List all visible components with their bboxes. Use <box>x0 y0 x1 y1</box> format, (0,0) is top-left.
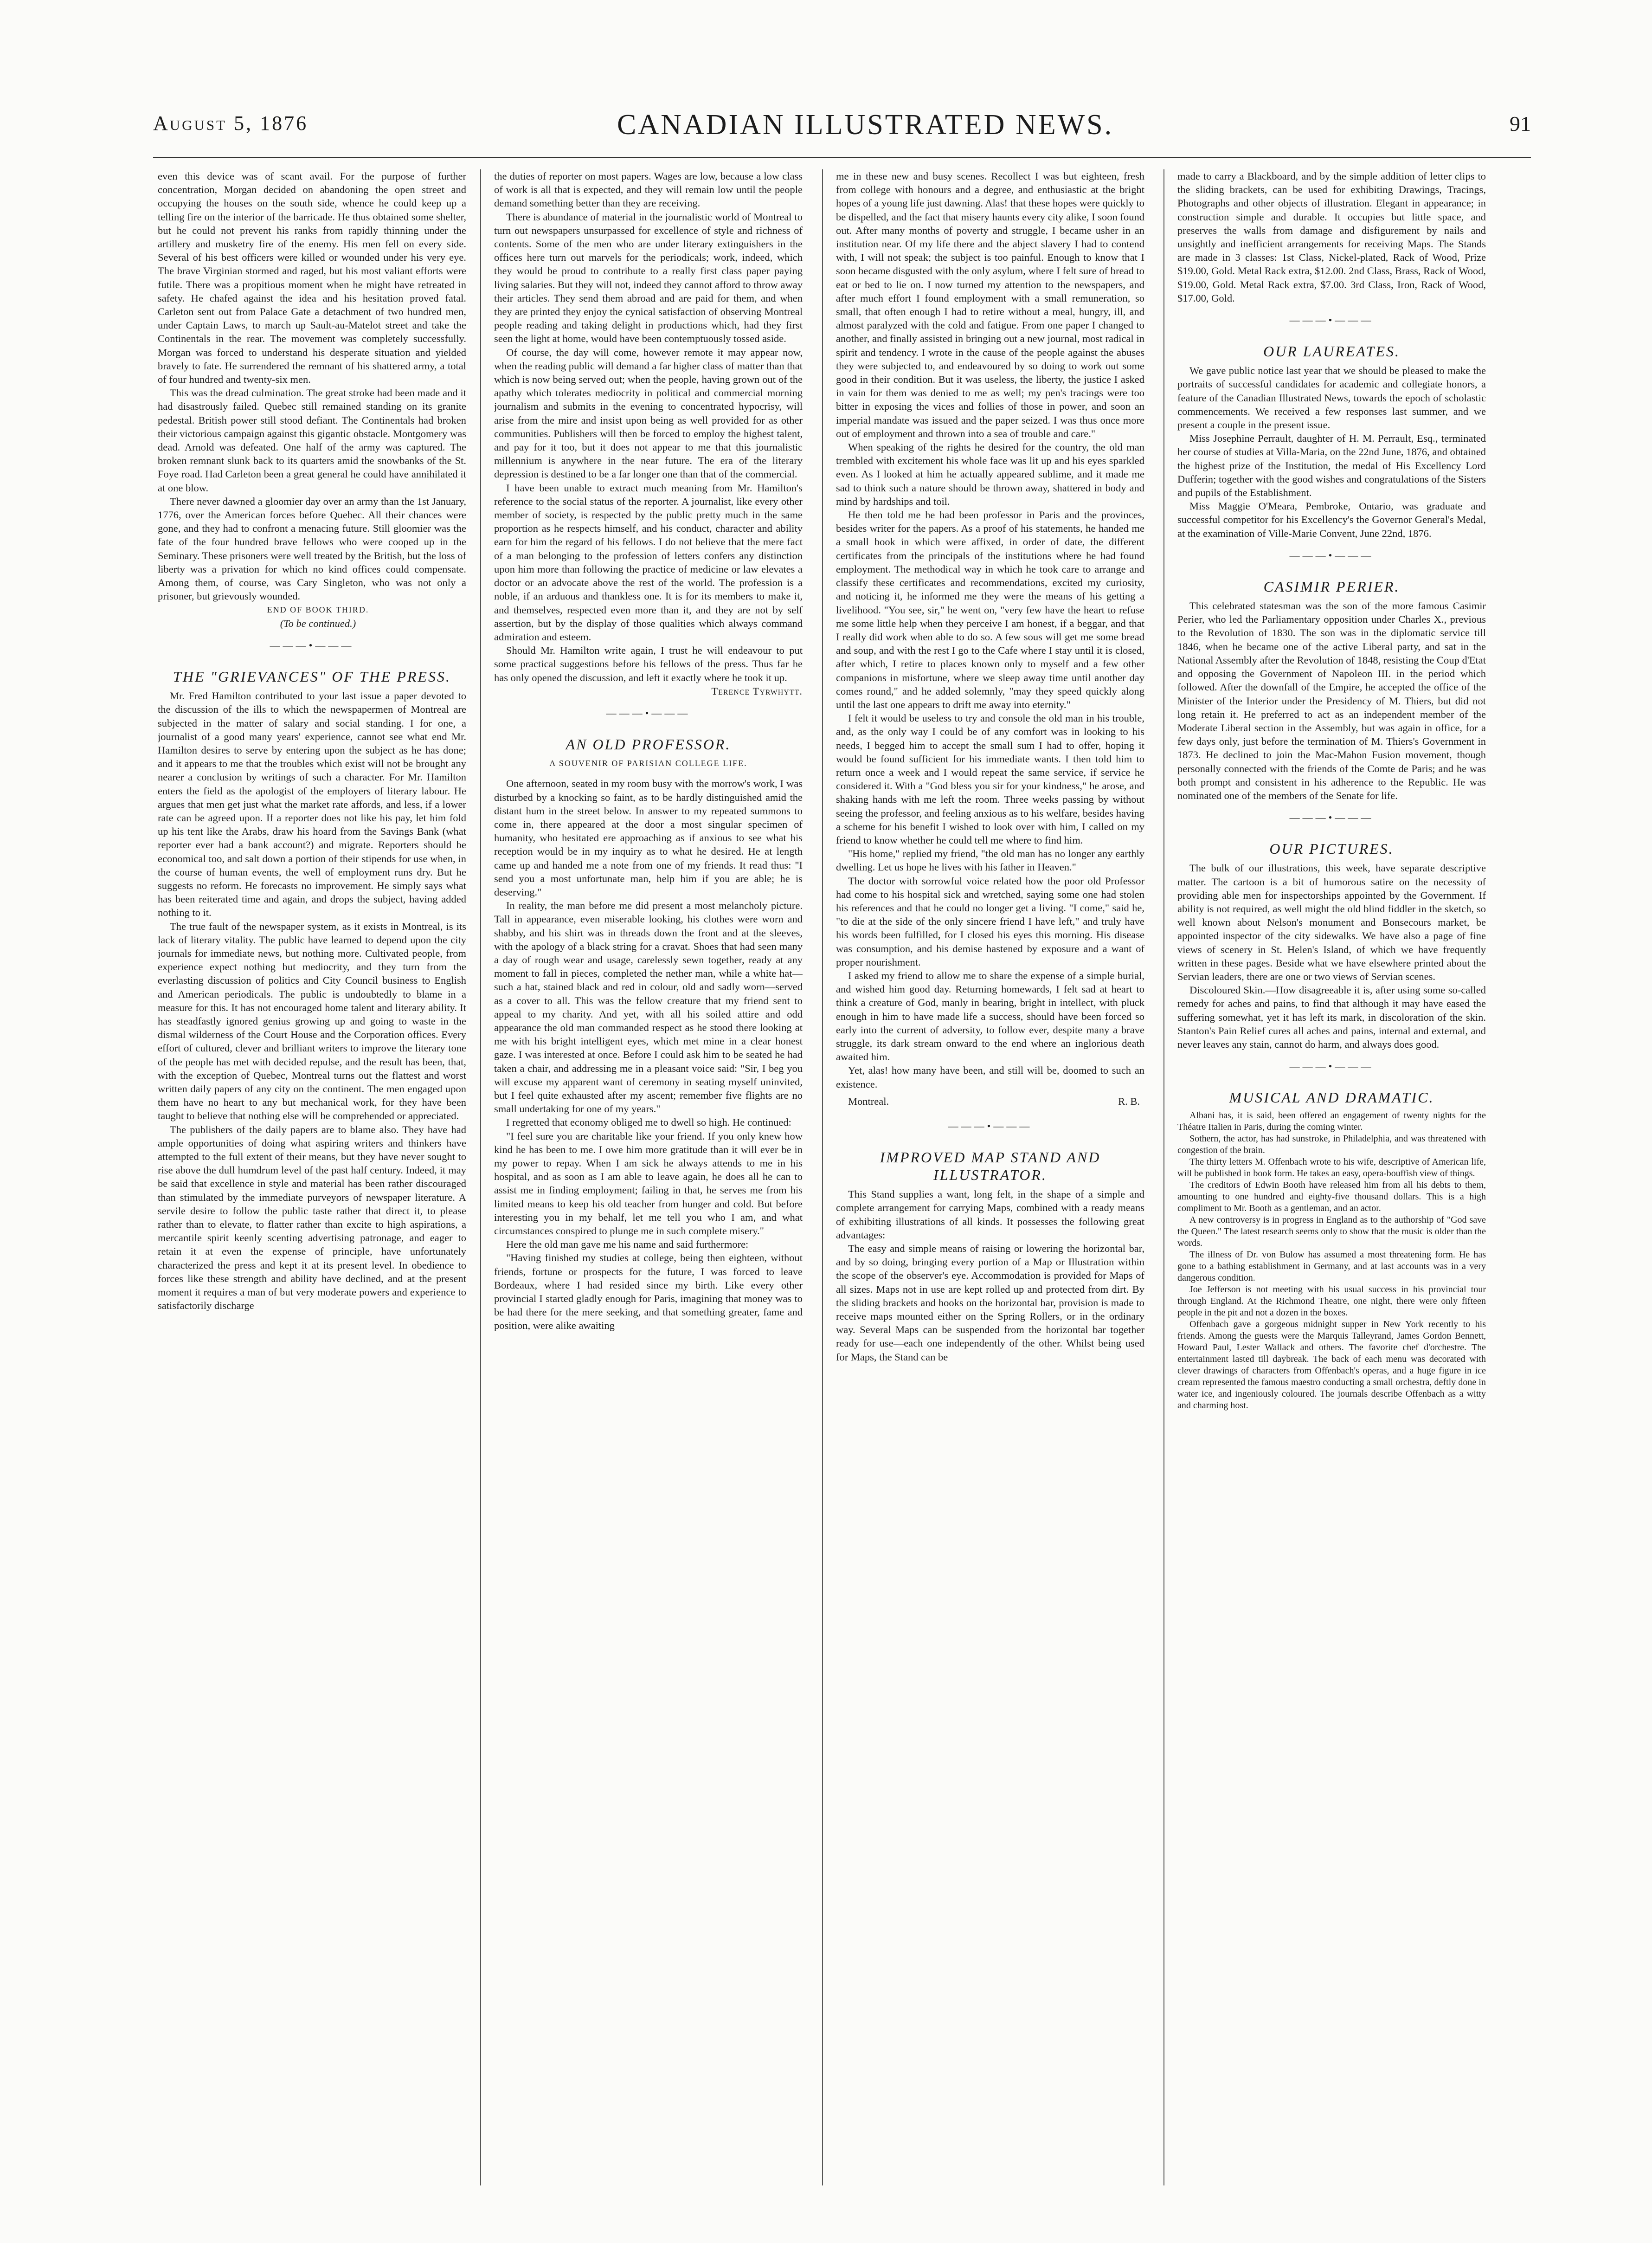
column-rule <box>480 169 481 2185</box>
article-title-grievances: THE "GRIEVANCES" OF THE PRESS. <box>173 668 451 685</box>
body-paragraph: Yet, alas! how many have been, and still will be, doomed to such an existence. <box>836 1064 1144 1090</box>
article-title-laureates: OUR LAUREATES. <box>1263 343 1400 360</box>
news-item: Sothern, the actor, has had sunstroke, in Philadelphia, and was threatened with congestion of the brain. <box>1177 1134 1486 1156</box>
body-paragraph: There never dawned a gloomier day over an army than the 1st January, 1776, over the American forces before Quebec. All their chances were gone, and they had to confront a menacing future. Still gloomier was the fate of the four hundred brave fellows who were cooped up in the Seminary. These prisoners were well treated by the British, but the loss of liberty was a privation for which no kind offices could compensate. Among them, of course, was Cary Singleton, who was not only a prisoner, but grievously wounded. <box>158 495 466 602</box>
article-title-musical: MUSICAL AND DRAMATIC. <box>1229 1089 1434 1106</box>
body-paragraph: made to carry a Blackboard, and by the simple addition of letter clips to the sliding brackets, can be used for exhibiting Drawings, Tracings, Photographs and other objects of illustration. Elegant in appearance; in construction simple and durable. It occupies but little space, and preserves the walls from damage and disfigurement by nails and unsightly and inefficient arrangements for receiving Maps. The Stands are made in 3 classes: 1st Class, Nickel-plated, Rack of Wood, Prize $19.00, Gold. Metal Rack extra, $12.00. 2nd Class, Brass, Rack of Wood, $19.00, Gold. Metal Rack extra, $7.00. 3rd Class, Iron, Rack of Wood, $17.00, Gold. <box>1177 170 1486 304</box>
article-title-old-professor: AN OLD PROFESSOR. <box>566 736 731 753</box>
body-paragraph: the duties of reporter on most papers. Wages are low, because a low class of work is all that is expected, and they will remain low until the people demand something better than they are receiving. <box>494 170 803 209</box>
body-paragraph: This celebrated statesman was the son of the more famous Casimir Perier, who led the Parliamentary opposition under Charles X., previous to the Revolution of 1830. The son was in the diplomatic service till 1846, when he became one of the active Liberal party, and sat in the National Assembly after the Revolution of 1848, resisting the Coup d'Etat and opposing the Government of Napoleon III. in the period which followed. After the downfall of the Empire, he accepted the office of the Minister of the Interior under the Presidency of M. Thiers, but did not long retain it. He preferred to act as an independent member of the Moderate Liberal section in the Assembly, but was again in office, for a few days only, just before the termination of M. Thiers's Government in 1873. He declined to join the Mac-Mahon Fusion movement, though personally connected with the friends of the Comte de Paris; and he was both prompt and consistent in his adherence to the Republic. He was nominated one of the members of the Senate for life. <box>1177 600 1486 801</box>
body-paragraph: I felt it would be useless to try and console the old man in his trouble, and, as the only way I could be of any comfort was in looking to his needs, I begged him to accept the small sum I had to offer, hoping it would be found sufficient for his immediate wants. I then told him to return once a week and I would repeat the same service, if service he considered it. With a "God bless you sir for your kindness," he arose, and shaking hands with me left the room. Three weeks passing by without seeing the professor, and feeling anxious as to his welfare, besides having a scheme for his benefit I wished to look over with him, I called on my friend to know whether he could tell me where to find him. <box>836 712 1144 846</box>
body-paragraph: One afternoon, seated in my room busy with the morrow's work, I was disturbed by a knocking so faint, as to be hardly distinguished amid the distant hum in the street below. In answer to my repeated summons to come in, there appeared at the door a most singular specimen of humanity, who hesitated ere approaching as if anxious to see what his reception would be in my inquiry as to what he desired. He at length came up and handed me a note from one of my friends. It read thus: "I send you a most unfortunate man, help him if you are able; he is deserving." <box>494 778 803 898</box>
body-paragraph: Miss Maggie O'Meara, Pembroke, Ontario, was graduate and successful competitor for his Excellency's the Governor General's Medal, at the examination of Ville-Marie Convent, June 22nd, 1876. <box>1177 500 1486 539</box>
body-paragraph: Here the old man gave me his name and said furthermore: <box>506 1238 749 1250</box>
news-item: The creditors of Edwin Booth have released him from all his debts to them, amounting to one hundred and eighty-five thousand dollars. This is a high compliment to Mr. Booth as a gentleman, and an actor. <box>1177 1180 1486 1214</box>
news-item: Joe Jefferson is not meeting with his usual success in his provincial tour through England. At the Richmond Theatre, one night, there were only fifteen people in the pit and not a dozen in the boxes. <box>1177 1284 1486 1318</box>
masthead-rule <box>153 157 1531 158</box>
signoff-place: Montreal. <box>848 1095 889 1107</box>
newspaper-title: CANADIAN ILLUSTRATED NEWS. <box>617 109 1114 141</box>
column-2 <box>494 169 803 2185</box>
section-divider: ———•——— <box>270 639 354 651</box>
news-item: The thirty letters M. Offenbach wrote to his wife, descriptive of American life, will be published in book form. He takes an easy, opera-bouffish view of things. <box>1177 1157 1486 1179</box>
section-divider: ———•——— <box>1289 1060 1374 1072</box>
body-paragraph: This was the dread culmination. The great stroke had been made and it had disastrously failed. Quebec still remained standing on its granite pedestal. British power still stood defiant. The Continentals had broken their victorious campaign against this gigantic obstacle. Montgomery was dead. Arnold was defeated. One half of the army was captured. The broken remnant slunk back to its quarters amid the snowbanks of the St. Foye road. Had Carleton been a great general he could have annihilated it at one blow. <box>158 387 466 494</box>
body-paragraph: When speaking of the rights he desired for the country, the old man trembled with excitement his whole face was lit up and his eyes sparkled even. As I looked at him he actually appeared sublime, and it made me sad to think such a nature should be thrown away, shattered in body and mind by hardships and toil. <box>836 441 1144 507</box>
article-title-perier: CASIMIR PERIER. <box>1263 578 1400 595</box>
section-divider: ———•——— <box>1289 812 1374 824</box>
news-item: A new controversy is in progress in England as to the authorship of "God save the Queen." The latest research seems only to show that the music is older than the words. <box>1177 1215 1486 1249</box>
body-paragraph: even this device was of scant avail. For the purpose of further concentration, Morgan decided on abandoning the open street and occupying the houses on the south side, whence he could keep up a telling fire on the interior of the barricade. He thus obtained some shelter, but he could not prevent his ranks from rapidly thinning under the artillery and musketry fire of the enemy. His men fell on every side. Several of his best officers were killed or wounded under his very eye. The brave Virginian stormed and raged, but his most valiant efforts were futile. There was a propitious moment when he might have retreated in safety. He chafed against the idea and his hesitation proved fatal. Carleton sent out from Palace Gate a detachment of two hundred men, under Captain Laws, to march up Sault-au-Matelot street and take the Continentals in the rear. The movement was completely successfully. Morgan was forced to understand his desperate situation and yielded bravely to fate. He surrendered the remnant of his shattered army, a total of four hundred and twenty-six men. <box>158 170 466 386</box>
column-rule <box>822 169 823 2185</box>
body-paragraph: The publishers of the daily papers are to blame also. They have had ample opportunities of doing what aspiring writers and thinkers have attempted to the full extent of their means, but they have never sought to rise above the dull humdrum level of the past half century. Indeed, it may be said that excellence in style and material has been rather discouraged than stimulated by the immediate purveyors of newspaper literature. A servile desire to follow the public taste rather that direct it, to please rather than to elevate, to flatter rather than excite to high aspirations, a mercantile spirit keenly scenting advertising patronage, and eager to retain it at even the expense of principle, have unfortunately characterized the press and kept it at its present level. In obedience to forces like these strength and ability have declined, and at the present moment it requires a man of but very moderate powers and experience to satisfactorily discharge <box>158 1123 466 1312</box>
column-1 <box>158 169 466 2185</box>
section-divider: ———•——— <box>948 1120 1033 1132</box>
end-of-book-note: END OF BOOK THIRD. <box>267 605 369 614</box>
news-item: Albani has, it is said, been offered an engagement of twenty nights for the Théatre Italien in Paris, during the coming winter. <box>1177 1110 1486 1133</box>
section-divider: ———•——— <box>606 707 691 719</box>
body-paragraph: Mr. Fred Hamilton contributed to your last issue a paper devoted to the discussion of the ills to which the newspapermen of Montreal are subjected in the matter of salary and social standing. I for one, a journalist of a good many years' experience, cannot see what end Mr. Hamilton desires to serve by entering upon the subject as he has done; and it appears to me that the troubles which exist will not be brought any nearer a conclusion by writings of such a character. For Mr. Hamilton enters the field as the apologist of the employers of literary labour. He argues that men get just what the market rate affords, and less, if a lower rate can be agreed upon. If a reporter does not like his pay, let him fold up his tent like the Arabs, draw his hoard from the Savings Bank (what reporter ever had a bank account?) and migrate. Reporters should be economical too, and salt down a portion of their stipends for use when, in the course of human events, the well of employment runs dry. But he suggests no reform. He forecasts no improvement. He simply says what has been reiterated time and again, and drops the subject, having added nothing to it. <box>158 690 466 919</box>
body-paragraph: In reality, the man before me did present a most melancholy picture. Tall in appearance, even miserable looking, his clothes were worn and shabby, and his shirt was in threads down the front and at the sleeves, with the apology of a black string for a cravat. Shoes that had seen many a day of rough wear and usage, carelessly sewn together, ready at any moment to fall in pieces, completed the nether man, while a white hat—such a hat, stained black and red in colour, old and sadly worn—served as a cover to all. This was the fellow creature that my friend sent to appeal to my charity. And yet, with all his soiled attire and odd appearance the old man commanded respect as he stood there looking at me with his bright intelligent eyes, which met mine in a clear honest gaze. I was interested at once. Before I could ask him to be seated he had taken a chair, and addressing me in a pleasant voice said: "Sir, I beg you will excuse my apparent want of ceremony in seating myself uninvited, but I feel quite exhausted after my ascent; remember five flights are no small undertaking for one of my years." <box>494 900 803 1115</box>
author-signature: Terence Tyrwhytt. <box>711 685 803 697</box>
body-paragraph: The doctor with sorrowful voice related how the poor old Professor had come to his hospital sick and wretched, saying some one had stolen his references and that he could no longer get a living. "I come," said he, "to die at the side of the only sincere friend I have left," and truly have his words been fulfilled, for I closed his eyes this morning. His disease was consumption, and his demise hastened by exposure and a want of proper nourishment. <box>836 875 1144 968</box>
body-paragraph: me in these new and busy scenes. Recollect I was but eighteen, fresh from college with honours and a degree, and enthusiastic at the bright hopes of a young life just dawning. Alas! that these hopes were quickly to be dispelled, and the fact that misery haunts every city alike, I soon found out. After many months of poverty and struggle, I became usher in an institution near. Of my life there and the abject slavery I had to contend with, I will not speak; the subject is too painful. Enough to know that I soon became disgusted with the only asylum, where I felt sure of bread to eat or bed to lie on. I now turned my attention to the newspapers, and after much effort I found employment with a small remuneration, so small, that often enough I had to retire without a meal, hungry, ill, and almost paralyzed with the cold and fatigue. From one paper I changed to another, and finally assisted in bringing out a new journal, most radical in spirit and tendency. I wrote in the cause of the people against the abuses they were subjected to, and endeavoured by so doing to work out some good in their condition. But it was useless, the liberty, the justice I asked in vain for them was denied to me as well; my pen's tracings were too bitter in exposing the vices and follies of those in power, and soon an imperial mandate was issued and the paper seized. I was thus once more out of employment and thrown into a sea of trouble and care." <box>836 170 1144 439</box>
news-item: The illness of Dr. von Bulow has assumed a most threatening form. He has gone to a bathing establishment in Germany, and at last accounts was in a very dangerous condition. <box>1177 1250 1486 1283</box>
continued-note: (To be continued.) <box>280 617 356 629</box>
page-number: 91 <box>1510 112 1531 135</box>
column-4 <box>1177 169 1486 2185</box>
body-paragraph: Discoloured Skin.—How disagreeable it is, after using some so-called remedy for aches and pains, to find that although it may have eased the suffering somewhat, yet it has left its mark, in discoloration of the skin. Stanton's Pain Relief cures all aches and pains, internal and external, and never leaves any stain, cannot do harm, and always does good. <box>1177 984 1486 1050</box>
body-paragraph: Miss Josephine Perrault, daughter of H. M. Perrault, Esq., terminated her course of studies at Villa-Maria, on the 22nd June, 1876, and obtained the highest prize of the Institution, the medal of His Excellency Lord Dufferin; together with the good wishes and congratulations of the Sisters and pupils of the Establishment. <box>1177 432 1486 499</box>
article-signoff <box>848 1095 1140 1108</box>
body-paragraph: The bulk of our illustrations, this week, have separate descriptive matter. The cartoon is a bit of humorous satire on the necessity of providing able men for inspectorships appointed by the Government. If ability is not required, as well might the old blind fiddler in the sketch, so well known about Nelson's monument and Bonsecours market, be appointed inspector of the city sidewalks. We have also a page of fine views of scenery in St. Helen's Island, of which we have frequently written in these pages. Beside what we have elsewhere printed about the Servian leaders, there are one or two views of Servian scenes. <box>1177 862 1486 982</box>
body-paragraph: "Having finished my studies at college, being then eighteen, without friends, fortune or prospects for the future, I was forced to leave Bordeaux, where I had resided since my birth. Like every other provincial I started gladly enough for Paris, imagining that money was to be had there for the mere seeking, and that something greater, fame and position, were alike awaiting <box>494 1252 803 1332</box>
section-divider: ———•——— <box>1289 314 1374 326</box>
article-title-pictures: OUR PICTURES. <box>1269 840 1394 857</box>
body-paragraph: We gave public notice last year that we should be pleased to make the portraits of successful candidates for academic and collegiate honors, a feature of the Canadian Illustrated News, towards the epoch of scholastic commencements. We received a few responses last summer, and we present a couple in the present issue. <box>1177 365 1486 431</box>
body-paragraph: I asked my friend to allow me to share the expense of a simple burial, and wished him good day. Returning homewards, I felt sad at heart to think a creature of God, manly in bearing, bright in intellect, with pluck enough in him to have made life a success, should have been forced so early into the current of adversity, to follow ever, despite many a brave struggle, its dark stream onward to the end where an inglorious death awaited him. <box>836 969 1144 1063</box>
body-paragraph: I have been unable to extract much meaning from Mr. Hamilton's reference to the social status of the reporter. A journalist, like every other member of society, is respected by the public pretty much in the same proportion as he respects himself, and his conduct, character and ability earn for him the regard of his fellows. I do not believe that the mere fact of a man belonging to the profession of letters confers any distinction upon him more than following the practice of medicine or law elevates a doctor or an advocate above the rest of the world. The profession is a noble, if an arduous and thankless one. It is for its members to make it, and themselves, respected even more than it, and they are not by self assertion, but by the display of those qualities which always command admiration and esteem. <box>494 482 803 643</box>
body-paragraph: I regretted that economy obliged me to dwell so high. He continued: <box>506 1116 791 1128</box>
column-3 <box>836 169 1144 2185</box>
body-paragraph: This Stand supplies a want, long felt, in the shape of a simple and complete arrangement for carrying Maps, combined with a ready means of exhibiting illustrations of all kinds. It possesses the following great advantages: <box>836 1188 1144 1241</box>
body-paragraph: "I feel sure you are charitable like your friend. If you only knew how kind he has been to me. I owe him more gratitude than it will ever be in my power to repay. When I am sick he always attends to me in his hospital, and as soon as I am able to leave again, he does all he can to assist me in finding employment; failing in that, he serves me from his limited means to keep his old teacher from hunger and cold. But before interesting you in my behalf, let me tell you who I am, and what circumstances conspired to plunge me in such complete misery." <box>494 1130 803 1237</box>
body-paragraph: The true fault of the newspaper system, as it exists in Montreal, is its lack of literary vitality. The public have learned to depend upon the city journals for immediate news, but nothing more. Cultivated people, from experience expect nothing but mediocrity, and they turn from the everlasting discussion of politics and City Council business to English and American periodicals. The public is undoubtedly to blame in a measure for this. It has not encouraged home talent and literary ability. It has steadfastly ignored genius growing up and going to waste in the dismal wilderness of the Court House and the Corporation offices. Every effort of cultured, clever and brilliant writers to improve the literary tone of the people has met with decided repulse, and the result has been, that, with the exception of Quebec, Montreal turns out the flattest and worst written daily papers of any city on the continent. The men engaged upon them have no heart to any but mechanical work, for they have been taught to believe that nothing else will be comprehended or appreciated. <box>158 920 466 1122</box>
article-subtitle: A SOUVENIR OF PARISIAN COLLEGE LIFE. <box>549 759 747 768</box>
news-item: Offenbach gave a gorgeous midnight supper in New York recently to his friends. Among the guests were the Marquis Talleyrand, James Gordon Bennett, Howard Paul, Lester Wallack and others. The favorite chef d'orchestre. The entertainment lasted till daybreak. The back of each menu was decorated with clever drawings of characters from Offenbach's operas, and a huge figure in ice cream represented the famous maestro conducting a small orchestra, deftly done in water ice, and ingeniously coloured. The journals describe Offenbach as a witty and charming host. <box>1177 1319 1486 1411</box>
masthead <box>153 111 1531 148</box>
section-divider: ———•——— <box>1289 549 1374 561</box>
body-paragraph: "His home," replied my friend, "the old man has no longer any earthly dwelling. Let us hope he lives with his father in Heaven." <box>836 848 1144 873</box>
column-rule <box>1163 169 1164 2185</box>
body-paragraph: He then told me he had been professor in Paris and the provinces, besides writer for the papers. As a proof of his statements, he handed me a small book in which were affixed, in order of date, the different certificates from the principals of the institutions where he had found employment. The methodical way in which he took care to arrange and classify these certificates and recommendations, excited my curiosity, and noticing it, he informed me they were the means of his getting a livelihood. "You see, sir," he went on, "very few have the heart to refuse me some little help when they perceive I am honest, if a beggar, and that I really did work when able to do so. A few sous will get me some bread and soup, and with the rest I go to the Cafe where I stay until it is closed, after which, I retire to places known only to myself and a few other companions in misfortune, where we sleep away time until another day comes round," and he added solemnly, "may they speed quickly along until the last one appears to drift me away into eternity." <box>836 509 1144 710</box>
issue-date: August 5, 1876 <box>153 112 309 135</box>
signoff-initials: R. B. <box>1118 1095 1140 1107</box>
body-paragraph: Should Mr. Hamilton write again, I trust he will endeavour to put some practical suggestions before his fellows of the press. Thus far he has only opened the discussion, and left it exactly where he took it up. <box>494 645 803 683</box>
article-title-map-stand: IMPROVED MAP STAND AND ILLUSTRATOR. <box>880 1149 1101 1184</box>
body-paragraph: The easy and simple means of raising or lowering the horizontal bar, and by so doing, bringing every portion of a Map or Illustration within the scope of the observer's eye. Accommodation is provided for Maps of all sizes. Maps not in use are kept rolled up and protected from dirt. By the sliding brackets and hooks on the horizontal bar, provision is made to receive maps mounted either on the Spring Rollers, or in the ordinary way. Several Maps can be suspended from the horizontal bar together ready for use—each one independently of the other. Whilst being used for Maps, the Stand can be <box>836 1243 1144 1363</box>
body-paragraph: There is abundance of material in the journalistic world of Montreal to turn out newspapers unsurpassed for excellence of style and richness of contents. Some of the men who are under literary extinguishers in the offices here turn out marvels for the periodicals; work, indeed, which they would be proud to contribute to a really first class paper paying living salaries. But they will not, indeed they cannot afford to throw away their articles. They send them abroad and are paid for them, and when they are printed they enjoy the cynical satisfaction of observing Montreal people reading and taking delight in productions which, had they first seen the light at home, would have been contemptuously tossed aside. <box>494 211 803 345</box>
body-paragraph: Of course, the day will come, however remote it may appear now, when the reading public will demand a far higher class of matter than that which is now being served out; when the people, having grown out of the apathy which tolerates mediocrity in political and commercial morning journalism and submits in the evening to concentrated hypocrisy, will arise from the mire and insist upon being as well provided for as other communities. Publishers will then be forced to employ the highest talent, and pay for it too, but it does not appear to me that this journalistic millennium is anywhere in the near future. The era of the literary depression is destined to be a far longer one than that of the commercial. <box>494 346 803 480</box>
